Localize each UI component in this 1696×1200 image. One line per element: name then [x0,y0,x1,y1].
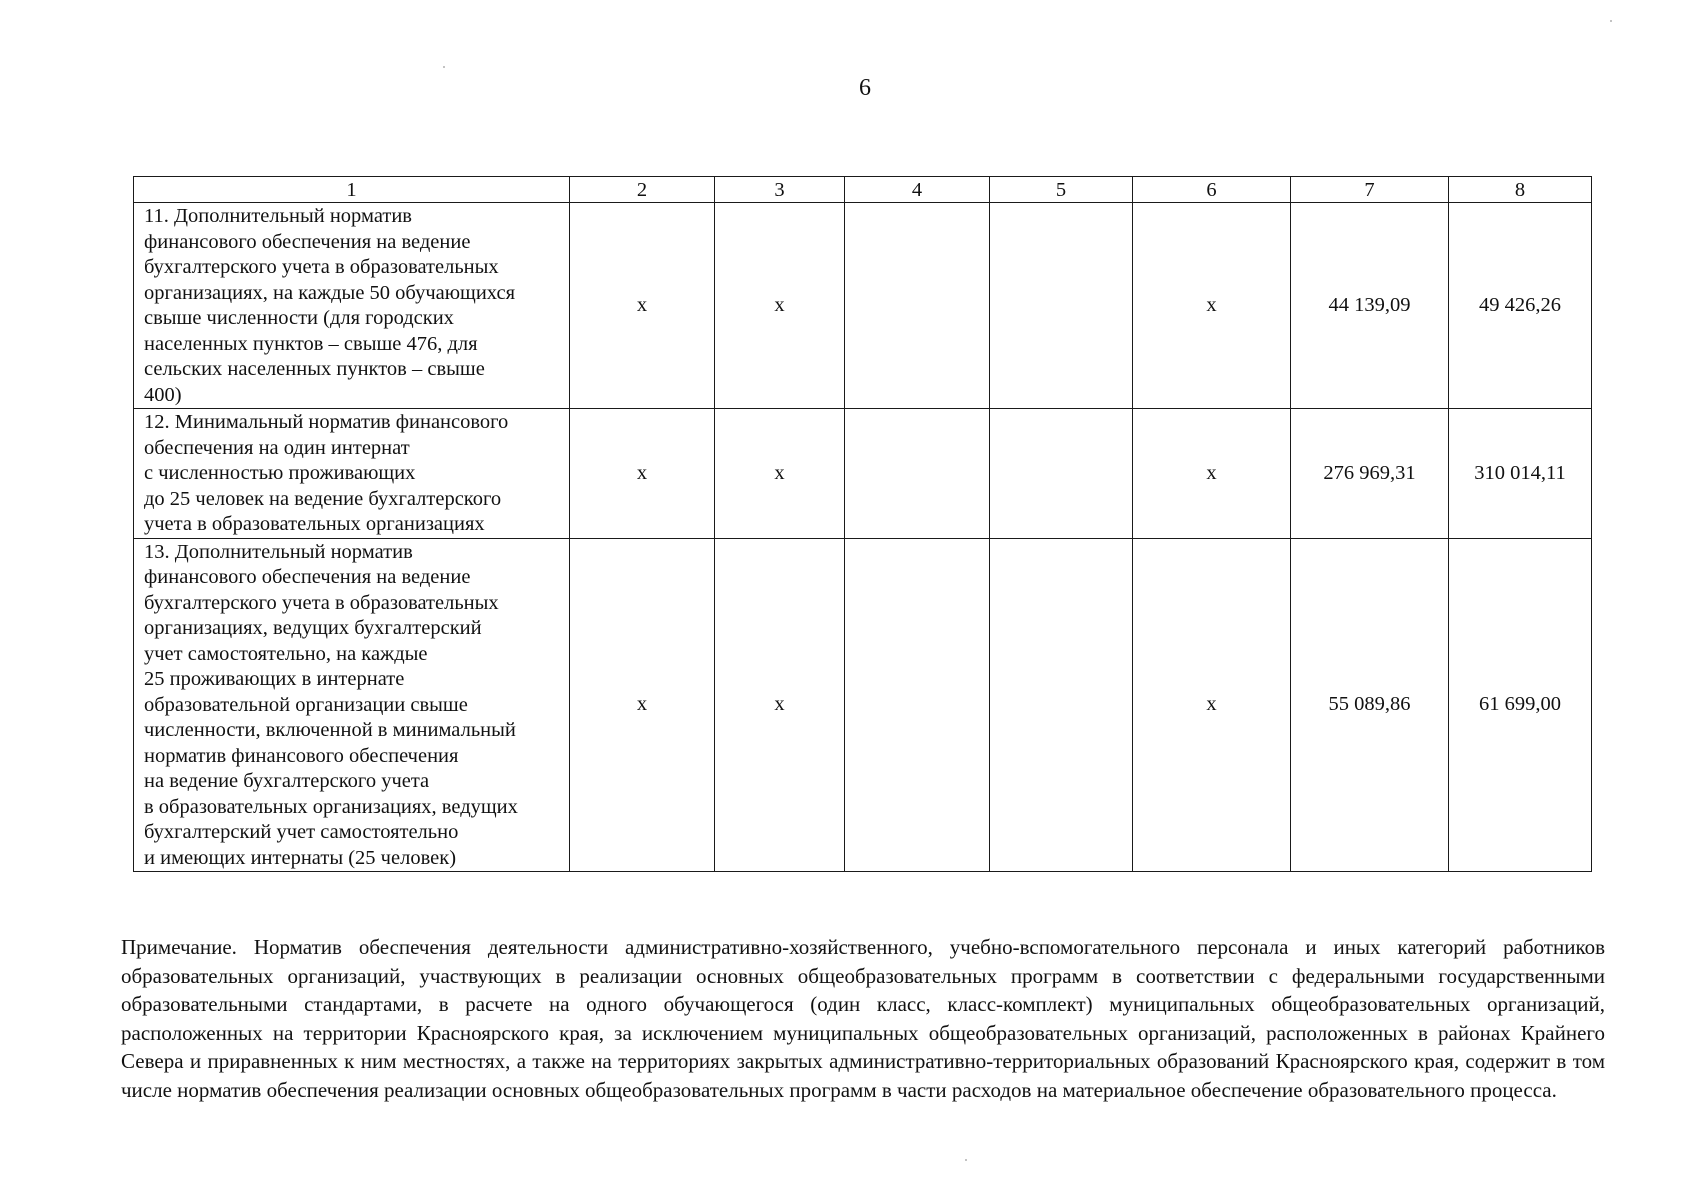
description-line: на ведение бухгалтерского учета [144,770,430,792]
cell-col7: 276 969,31 [1291,409,1449,539]
description-line: финансового обеспечения на ведение [144,566,471,588]
description-line: учета в образовательных организациях [144,513,485,535]
description-line: до 25 человек на ведение бухгалтерского [144,487,502,510]
description-line: 25 проживающих в интернате [144,668,405,690]
description-line: обеспечения на один интернат [144,436,410,459]
description-line: норматив финансового обеспечения [144,744,459,767]
cell-col2: x [570,409,715,539]
cell-col6: x [1133,409,1291,539]
column-header: 3 [715,177,845,203]
scan-artifact [965,1159,967,1161]
description-line: учет самостоятельно, на каждые [144,642,428,665]
cell-col3: x [715,203,845,409]
row-description [134,203,570,409]
cell-col3: x [715,538,845,872]
description-line: населенных пунктов – свыше 476, для [144,332,478,355]
column-header: 7 [1291,177,1449,203]
description-line: бухгалтерского учета в образовательных [144,256,499,278]
table-header-row [134,177,1592,203]
description-line: бухгалтерского учета в образовательных [144,591,499,614]
column-header: 6 [1133,177,1291,203]
table-note: Примечание. Норматив обеспечения деятельности административно-хозяйственного, учебно-вспомогательного персонала и иных категорий работников образовательных организаций, участвующих в реализации основных общеобразовательных программ в соответствии с федеральными государственными образовательными стандартами, в расчете на одного обучающегося (один класс, класс-комплект) муниципальных общеобразовательных организаций, расположенных на территории Красноярского края, за исключением муниципальных общеобразовательных организаций, расположенных в районах Крайнего Севера и приравненных к ним местностях, а также на территориях закрытых административно-территориальных образований Красноярского края, содержит в том числе норматив обеспечения реализации основных общеобразовательных программ в части расходов на материальное обеспечение образовательного процесса. [121,935,1605,1102]
cell-col7: 55 089,86 [1291,538,1449,872]
description-line: 11. Дополнительный норматив [144,205,412,227]
description-line: с численностью проживающих [144,462,416,484]
description-line: сельских населенных пунктов – свыше [144,358,485,380]
description-line: 13. Дополнительный норматив [144,540,413,563]
description-line: образовательной организации свыше [144,693,468,716]
cell-col4 [845,409,990,539]
description-line: финансового обеспечения на ведение [144,230,471,253]
row-description [134,538,570,872]
column-header: 4 [845,177,990,203]
description-line: свыше численности (для городских [144,307,454,329]
description-line: и имеющих интернаты (25 человек) [144,846,457,869]
column-header: 1 [134,177,570,203]
description-line: в образовательных организациях, ведущих [144,795,518,818]
page-number: 6 [859,75,871,101]
cell-col2: x [570,538,715,872]
column-header: 2 [570,177,715,203]
cell-col4 [845,203,990,409]
cell-col5 [990,203,1133,409]
cell-col6: x [1133,203,1291,409]
cell-col8: 310 014,11 [1449,409,1592,539]
cell-col6: x [1133,538,1291,872]
description-line: численности, включенной в минимальный [144,719,516,741]
description-line: 400) [144,383,182,406]
cell-col4 [845,538,990,872]
cell-col3: x [715,409,845,539]
description-line: организациях, ведущих бухгалтерский [144,617,482,639]
description-line: бухгалтерский учет самостоятельно [144,821,459,843]
scan-artifact [443,66,445,68]
cell-col2: x [570,203,715,409]
cell-col5 [990,538,1133,872]
standards-table [133,176,1592,872]
table-row [134,538,1592,872]
description-line: организациях, на каждые 50 обучающихся [144,281,515,304]
cell-col5 [990,409,1133,539]
column-header: 8 [1449,177,1592,203]
cell-col7: 44 139,09 [1291,203,1449,409]
table-row [134,409,1592,539]
row-description [134,409,570,539]
cell-col8: 49 426,26 [1449,203,1592,409]
table-row [134,203,1592,409]
description-line: 12. Минимальный норматив финансового [144,411,509,433]
cell-col8: 61 699,00 [1449,538,1592,872]
scan-artifact [1610,20,1612,22]
column-header: 5 [990,177,1133,203]
